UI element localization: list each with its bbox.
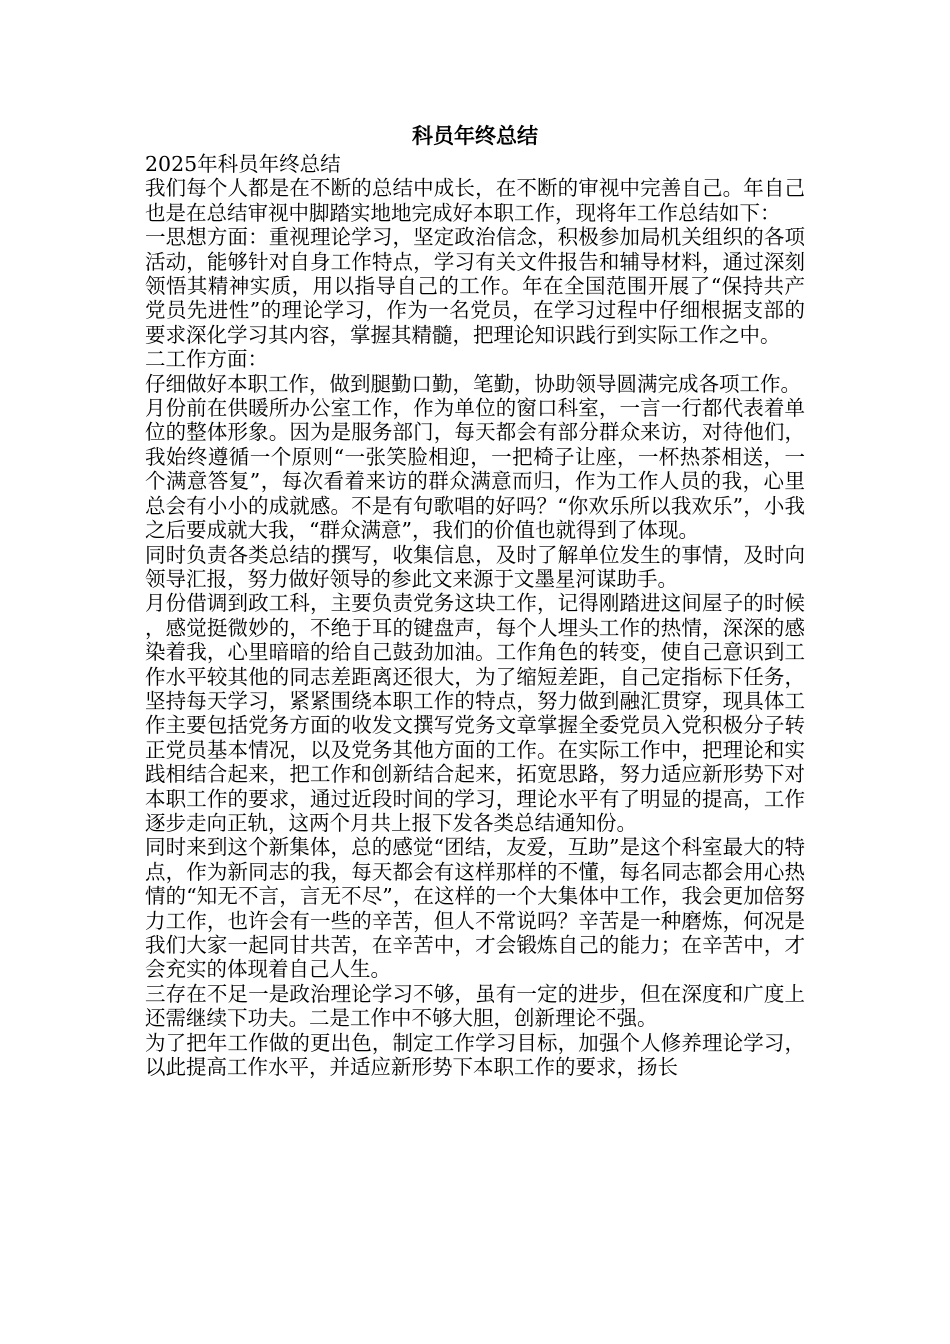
paragraph-reports: 同时负责各类总结的撰写，收集信息，及时了解单位发生的事情，及时向领导汇报，努力做好领导的参此文来源于文墨星河谋助手。 [145, 542, 805, 591]
document-subtitle: 2025年科员年终总结 [145, 152, 341, 176]
paragraph-political-dept: 月份借调到政工科，主要负责党务这块工作，记得刚踏进这间屋子的时候，感觉挺微妙的，不绝于耳的键盘声，每个人埋头工作的热情，深深的感染着我，心里暗暗的给自己鼓劲加油。工作角色的转变，使自己意识到工作水平较其他的同志差距离还很大，为了缩短差距，自己定指标下任务，坚持每天学习，紧紧围绕本职工作的特点，努力做到融汇贯穿，现具体工作主要包括党务方面的收发文撰写党务文章掌握全委党员入党积极分子转正党员基本情况，以及党务其他方面的工作。在实际工作中，把理论和实践相结合起来，把工作和创新结合起来，拓宽思路，努力适应新形势下对本职工作的要求，通过近段时间的学习，理论水平有了明显的提高，工作逐步走向正轨，这两个月共上报下发各类总结通知份。 [145, 591, 805, 835]
document-title: 科员年终总结 [412, 123, 538, 148]
document-body [145, 152, 805, 1079]
section-heading-work: 二工作方面： [145, 347, 268, 372]
paragraph-duties: 仔细做好本职工作，做到腿勤口勤，笔勤，协助领导圆满完成各项工作。 [145, 371, 801, 396]
paragraph-new-team: 同时来到这个新集体，总的感觉“团结，友爱，互助”是这个科室最大的特点，作为新同志的我，每天都会有这样那样的不懂，每名同志都会用心热情的“知无不言，言无不尽”，在这样的一个大集体中工作，我会更加倍努力工作，也许会有一些的辛苦，但人不常说吗？辛苦是一种磨炼，何况是我们大家一起同甘共苦，在辛苦中，才会锻炼自己的能力；在辛苦中，才会充实的体现着自己人生。 [145, 835, 805, 982]
paragraph-heating-office: 月份前在供暖所办公室工作，作为单位的窗口科室，一言一行都代表着单位的整体形象。因为是服务部门，每天都会有部分群众来访，对待他们，我始终遵循一个原则“一张笑脸相迎，一把椅子让座，一杯热茶相送，一个满意答复”，每次看着来访的群众满意而归，作为工作人员的我，心里总会有小小的成就感。不是有句歌唱的好吗？“你欢乐所以我欢乐”，小我之后要成就大我，“群众满意”，我们的价值也就得到了体现。 [145, 396, 805, 543]
paragraph-intro: 我们每个人都是在不断的总结中成长，在不断的审视中完善自己。年自己也是在总结审视中脚踏实地地完成好本职工作，现将年工作总结如下： [145, 176, 805, 225]
paragraph-ideology: 一思想方面：重视理论学习，坚定政治信念，积极参加局机关组织的各项活动，能够针对自身工作特点，学习有关文件报告和辅导材料，通过深刻领悟其精神实质，用以指导自己的工作。年在全国范围开展了“保持共产党员先进性”的理论学习，作为一名党员，在学习过程中仔细根据支部的要求深化学习其内容，掌握其精髓，把理论知识践行到实际工作之中。 [145, 225, 805, 347]
paragraph-goals: 为了把年工作做的更出色，制定工作学习目标，加强个人修养理论学习，以此提高工作水平，并适应新形势下本职工作的要求，扬长 [145, 1030, 805, 1080]
paragraph-shortcomings: 三存在不足一是政治理论学习不够，虽有一定的进步，但在深度和广度上还需继续下功夫。二是工作中不够大胆，创新理论不强。 [145, 981, 805, 1031]
